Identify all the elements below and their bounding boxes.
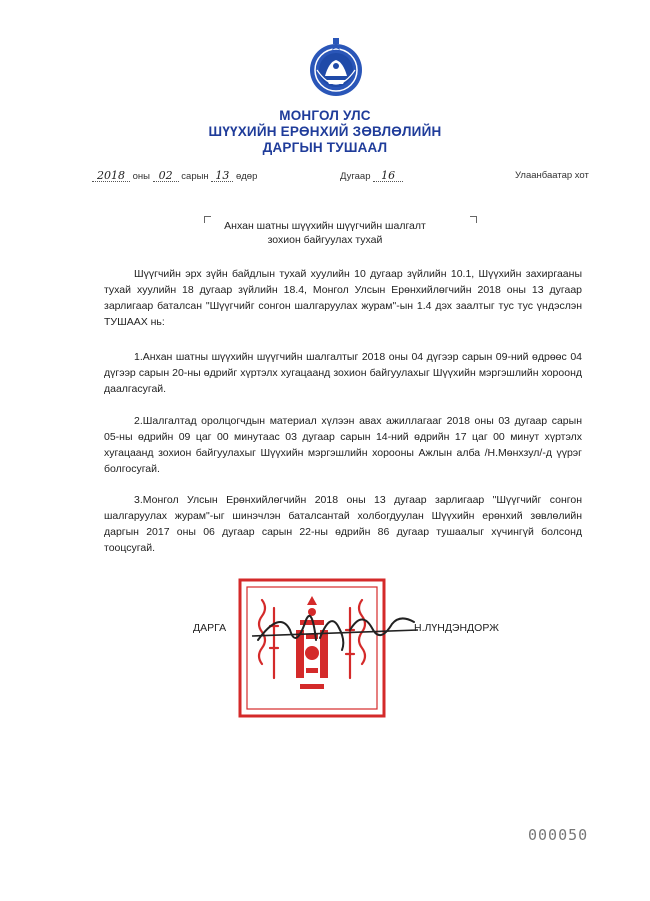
header-organization: ШҮҮХИЙН ЕРӨНХИЙ ЗӨВЛӨЛИЙН bbox=[208, 124, 442, 139]
body-paragraph-preamble: Шүүгчийн эрх зүйн байдлын тухай хуулийн 10 дугаар зүйлийн 10.1, Шүүхийн захиргааны тухай хуулийн 18 дугаар зүйлийн 18.4, Монгол Улсын Ерөнхийлөгчийн 2018 оны 13 дугаар зарлигаар баталсан "Шүүгчийг сонгон шалгаруулах журам"-ын 1.4 дэх заалтыг тус тус үндэслэн ТУШААХ нь: bbox=[104, 268, 582, 328]
number-value: 16 bbox=[373, 170, 403, 182]
document-number bbox=[340, 170, 403, 182]
handwritten-signature-icon bbox=[250, 600, 420, 660]
state-emblem-icon bbox=[307, 36, 365, 100]
header-document-type: ДАРГЫН ТУШААЛ bbox=[262, 140, 388, 155]
document-serial-number: 000050 bbox=[528, 826, 589, 844]
date-day: 13 bbox=[211, 170, 233, 182]
body-paragraph-3: 3.Монгол Улсын Ерөнхийлөгчийн 2018 оны 13 дугаар зарлигаар "Шүүгчийг сонгон шалгаруулах журам"-ыг шинэчлэн баталсантай холбогдуулан Шүүхийн ерөнхий зөвлөлийн даргын 2017 оны 06 дугаар сарын 22-ны өдрийн 86 дугаар тушаалыг хүчингүй болсонд тооцсугай. bbox=[104, 494, 582, 554]
date-year-suffix: оны bbox=[132, 171, 150, 182]
date-month-suffix: сарын bbox=[181, 171, 209, 182]
signatory-name: Н.ЛҮНДЭНДОРЖ bbox=[414, 622, 499, 634]
date-month: 02 bbox=[153, 170, 179, 182]
subject-line-1: Анхан шатны шүүхийн шүүгчийн шалгалт bbox=[224, 220, 426, 232]
signatory-title: ДАРГА bbox=[193, 622, 227, 634]
body-paragraph-2: 2.Шалгалтад оролцогчдын материал хүлээн авах ажиллагааг 2018 оны 03 дугаар сарын 05-ны өдрийн 09 цаг 00 минутаас 03 дугаар сарын 14-ний өдрийн 17 цаг 00 минут хүртэлх хугацаанд зохион байгуулахыг Шүүхийн мэргэшлийн хорооны Ажлын алба /Н.Мөнхзул/-д үүрэг болгосугай. bbox=[104, 415, 582, 475]
document-date bbox=[92, 170, 257, 182]
document-city: Улаанбаатар хот bbox=[515, 170, 589, 181]
body-paragraph-1: 1.Анхан шатны шүүхийн шүүгчийн шалгалтыг 2018 оны 04 дүгээр сарын 09-ний өдрөөс 04 дүгээр сарын 20-ны өдрийг хүртэлх хугацаанд зохион байгуулахыг Шүүхийн мэргэшлийн хороонд даалгасугай. bbox=[104, 351, 582, 395]
date-day-suffix: өдөр bbox=[235, 171, 258, 182]
number-label: Дугаар bbox=[340, 171, 371, 182]
header-country: МОНГОЛ УЛС bbox=[279, 108, 371, 123]
subject-line-2: зохион байгуулах тухай bbox=[267, 234, 383, 246]
date-year: 2018 bbox=[92, 170, 130, 182]
